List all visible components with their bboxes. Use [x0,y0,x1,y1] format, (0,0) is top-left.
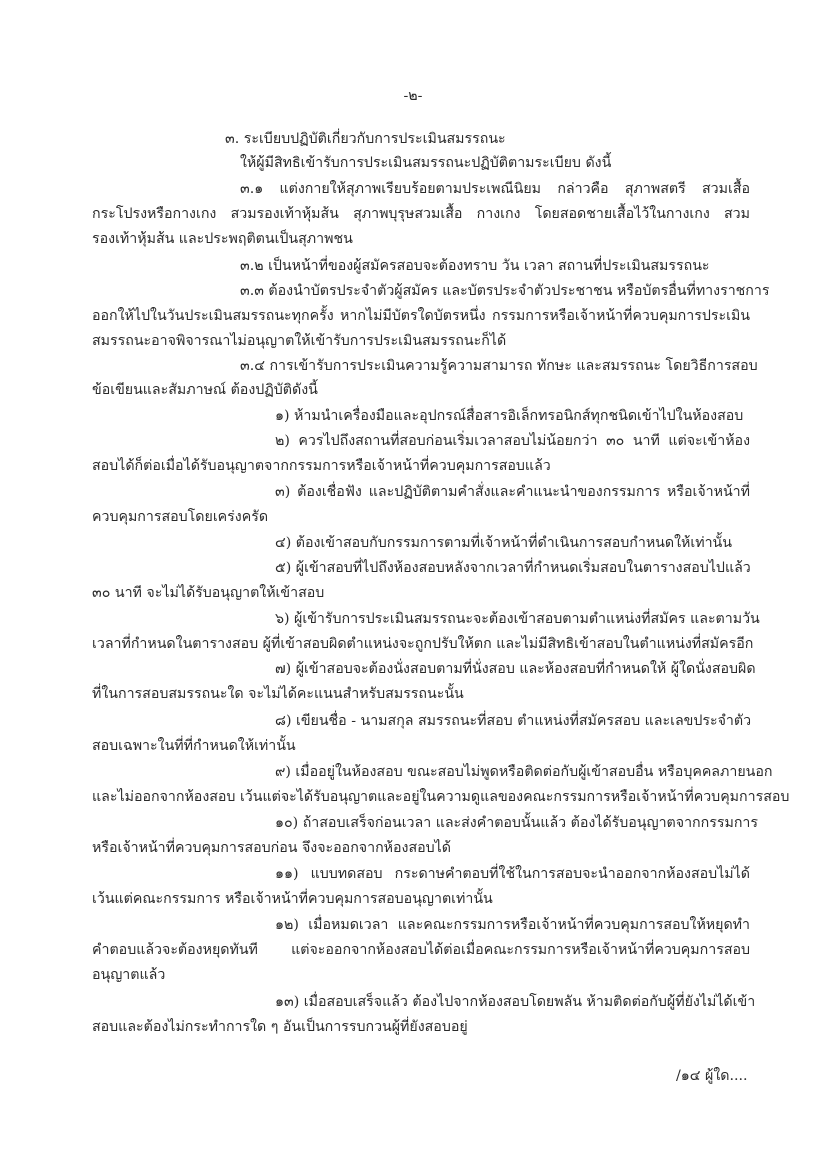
list-item: ๔) ต้องเข้าสอบกับกรรมการตามที่เจ้าหน้าที่ดำเนินการสอบกำหนดให้เท่านั้น [275,535,732,551]
list-item-continuation: ควบคุมการสอบโดยเคร่งครัด [92,509,269,525]
paragraph-line: ข้อเขียนและสัมภาษณ์ ต้องปฏิบัติดังนี้ [92,382,318,398]
paragraph-line: ๓.๓ ต้องนำบัตรประจำตัวผู้สมัคร และบัตรประจำตัวประชาชน หรือบัตรอื่นที่ทางราชการ [240,283,770,299]
section-heading: ๓. ระเบียบปฏิบัติเกี่ยวกับการประเมินสมรรถนะ [225,131,506,147]
paragraph-line: ๓.๑ แต่งกายให้สุภาพเรียบร้อยตามประเพณีนิยม กล่าวคือ สุภาพสตรี สวมเสื้อ [240,181,750,197]
list-item-continuation: เวลาที่กำหนดในตารางสอบ ผู้ที่เข้าสอบผิดตำแหน่งจะถูกปรับให้ตก และไม่มีสิทธิเข้าสอบในตำแหน่งที่สมัครอีก [92,636,754,652]
paragraph-line: รองเท้าหุ้มส้น และประพฤติตนเป็นสุภาพชน [92,231,353,247]
paragraph-line: สมรรถนะอาจพิจารณาไม่อนุญาตให้เข้ารับการประเมินสมรรถนะก็ได้ [92,333,507,349]
list-item: ๕) ผู้เข้าสอบที่ไปถึงห้องสอบหลังจากเวลาที่กำหนดเริ่มสอบในตารางสอบไปแล้ว [275,560,751,576]
paragraph-line: ๓.๔ การเข้ารับการประเมินความรู้ความสามารถ ทักษะ และสมรรถนะ โดยวิธีการสอบ [240,358,758,374]
list-item-continuation: คำตอบแล้วจะต้องหยุดทันที แต่จะออกจากห้องสอบได้ต่อเมื่อคณะกรรมการหรือเจ้าหน้าที่ควบคุมการสอบ [92,942,750,958]
list-item-continuation: และไม่ออกจากห้องสอบ เว้นแต่จะได้รับอนุญาตและอยู่ในความดูแลของคณะกรรมการหรือเจ้าหน้าที่ควบคุมการสอบ [92,789,790,805]
list-item: ๖) ผู้เข้ารับการประเมินสมรรถนะจะต้องเข้าสอบตามตำแหน่งที่สมัคร และตามวัน [275,611,760,627]
paragraph-line: ออกให้ไปในวันประเมินสมรรถนะทุกครั้ง หากไม่มีบัตรใดบัตรหนึ่ง กรรมการหรือเจ้าหน้าที่ควบคุมการประเมิน [92,308,750,324]
list-item-continuation: ๓๐ นาที จะไม่ได้รับอนุญาตให้เข้าสอบ [92,585,325,601]
list-item-continuation: อนุญาตแล้ว [92,967,166,983]
list-item: ๓) ต้องเชื่อฟัง และปฏิบัติตามคำสั่งและคำแนะนำของกรรมการ หรือเจ้าหน้าที่ [275,484,750,500]
paragraph-line: กระโปรงหรือกางเกง สวมรองเท้าหุ้มส้น สุภาพบุรุษสวมเสื้อ กางเกง โดยสอดชายเสื้อไว้ในกางเกง สวม [92,206,750,222]
list-item: ๘) เขียนชื่อ - นามสกุล สมรรถนะที่สอบ ตำแหน่งที่สมัครสอบ และเลขประจำตัว [275,713,752,729]
list-item-continuation: ที่ในการสอบสมรรถนะใด จะไม่ได้คะแนนสำหรับสมรรถนะนั้น [92,686,464,702]
list-item: ๑๑) แบบทดสอบ กระดาษคำตอบที่ใช้ในการสอบจะนำออกจากห้องสอบไม่ได้ [275,866,750,882]
list-item: ๒) ควรไปถึงสถานที่สอบก่อนเริ่มเวลาสอบไม่น้อยกว่า ๓๐ นาที แต่จะเข้าห้อง [275,433,750,449]
list-item-continuation: เว้นแต่คณะกรรมการ หรือเจ้าหน้าที่ควบคุมการสอบอนุญาตเท่านั้น [92,891,493,907]
continuation-marker: /๑๔ ผู้ใด.... [676,1068,748,1084]
list-item: ๑๓) เมื่อสอบเสร็จแล้ว ต้องไปจากห้องสอบโดยพลัน ห้ามติดต่อกับผู้ที่ยังไม่ได้เข้า [275,994,756,1010]
list-item: ๑๒) เมื่อหมดเวลา และคณะกรรมการหรือเจ้าหน้าที่ควบคุมการสอบให้หยุดทำ [275,917,750,933]
page-number: -๒- [403,88,423,104]
list-item-continuation: สอบได้ก็ต่อเมื่อได้รับอนุญาตจากกรรมการหรือเจ้าหน้าที่ควบคุมการสอบแล้ว [92,458,551,474]
paragraph-line: ให้ผู้มีสิทธิเข้ารับการประเมินสมรรถนะปฏิบัติตามระเบียบ ดังนี้ [240,155,612,171]
list-item-continuation: สอบและต้องไม่กระทำการใด ๆ อันเป็นการรบกวนผู้ที่ยังสอบอยู่ [92,1019,468,1035]
list-item: ๗) ผู้เข้าสอบจะต้องนั่งสอบตามที่นั่งสอบ และห้องสอบที่กำหนดให้ ผู้ใดนั่งสอบผิด [275,661,756,677]
list-item: ๙) เมื่ออยู่ในห้องสอบ ขณะสอบไม่พูดหรือติดต่อกับผู้เข้าสอบอื่น หรือบุคคลภายนอก [275,764,773,780]
list-item-continuation: หรือเจ้าหน้าที่ควบคุมการสอบก่อน จึงจะออกจากห้องสอบได้ [92,840,451,856]
list-item-continuation: สอบเฉพาะในที่ที่กำหนดให้เท่านั้น [92,738,296,754]
list-item: ๑) ห้ามนำเครื่องมือและอุปกรณ์สื่อสารอิเล็กทรอนิกส์ทุกชนิดเข้าไปในห้องสอบ [275,408,744,424]
list-item: ๑๐) ถ้าสอบเสร็จก่อนเวลา และส่งคำตอบนั้นแล้ว ต้องได้รับอนุญาตจากกรรมการ [275,815,758,831]
paragraph-line: ๓.๒ เป็นหน้าที่ของผู้สมัครสอบจะต้องทราบ วัน เวลา สถานที่ประเมินสมรรถนะ [240,258,710,274]
